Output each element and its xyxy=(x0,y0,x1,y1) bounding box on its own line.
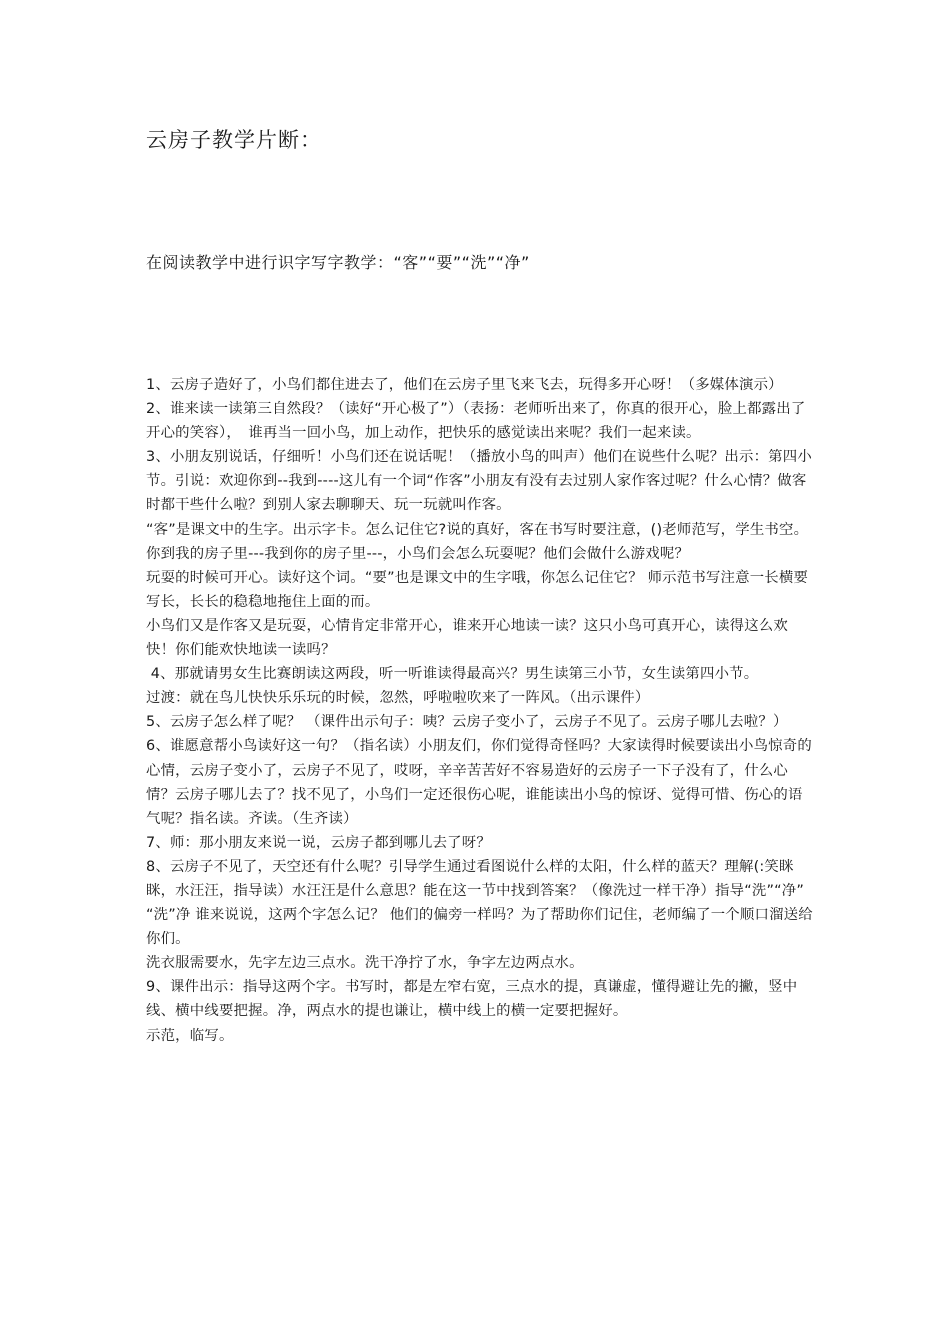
document-subtitle: 在阅读教学中进行识字写字教学：“客”“要”“洗”“净” xyxy=(146,253,530,272)
paragraph-16: 9、课件出示：指导这两个字。书写时，都是左窄右宽，三点水的提，真谦虚，懂得避让先的撇，竖中线、横中线要把握。净，两点水的提也谦让，横中线上的横一定要把握好。 xyxy=(146,979,798,1020)
paragraph-4: “客”是课文中的生字。出示字卡。怎么记住它?说的真好，客在书写时要注意，()老师范写，学生书空。 xyxy=(146,521,809,538)
paragraph-3: 3、小朋友别说话，仔细听！小鸟们还在说话呢！（播放小鸟的叫声）他们在说些什么呢？出示：第四小节。引说：欢迎你到--我到----这儿有一个词“作客”小朋友有没有去过别人家作客过呢？什么心情？做客时都干些什么啦？到别人家去聊聊天、玩一玩就叫作客。 xyxy=(146,449,812,514)
document-body xyxy=(146,373,816,1048)
paragraph-11: 6、谁愿意帮小鸟读好这一句？（指名读）小朋友们，你们觉得奇怪吗？大家读得时候要读出小鸟惊奇的心情，云房子变小了，云房子不见了，哎呀，辛辛苦苦好不容易造好的云房子一下子没有了，什么心情？云房子哪儿去了？找不见了，小鸟们一定还很伤心呢，谁能读出小鸟的惊讶、觉得可惜、伤心的语气呢？指名读。齐读。（生齐读） xyxy=(146,738,812,827)
paragraph-1: 1、云房子造好了，小鸟们都住进去了，他们在云房子里飞来飞去，玩得多开心呀！（多媒体演示） xyxy=(146,377,783,393)
paragraph-13: 8、云房子不见了，天空还有什么呢？引导学生通过看图说什么样的太阳，什么样的蓝天？理解(:笑眯眯，水汪汪，指导读）水汪汪是什么意思？能在这一节中找到答案？（像洗过一样干净）指导“洗”“净” xyxy=(146,858,805,899)
document-title: 云房子教学片断： xyxy=(146,128,322,152)
paragraph-5: 你到我的房子里---我到你的房子里---，小鸟们会怎么玩耍呢？他们会做什么游戏呢？ xyxy=(146,545,690,562)
paragraph-8: 4、那就请男女生比赛朗读这两段，听一听谁读得最高兴？男生读第三小节，女生读第四小节。 xyxy=(146,666,759,683)
paragraph-7: 小鸟们又是作客又是玩耍，心情肯定非常开心，谁来开心地读一读？这只小鸟可真开心，读得这么欢快！你们能欢快地读一读吗？ xyxy=(146,617,788,659)
paragraph-12: 7、师：那小朋友来说一说，云房子都到哪儿去了呀？ xyxy=(146,834,491,851)
paragraph-6: 玩耍的时候可开心。读好这个词。“要”也是课文中的生字哦，你怎么记住它？ 师示范书写注意一长横要写长，长长的稳稳地拖住上面的而。 xyxy=(146,569,809,610)
paragraph-9: 过渡：就在鸟儿快快乐乐玩的时候，忽然，呼啦啦吹来了一阵风。（出示课件） xyxy=(146,690,650,707)
paragraph-14: “洗”净 谁来说说，这两个字怎么记？ 他们的偏旁一样吗？为了帮助你们记住，老师编了一个顺口溜送给你们。 xyxy=(146,907,813,948)
paragraph-10: 5、云房子怎么样了呢？ （课件出示句子：咦？云房子变小了，云房子不见了。云房子哪儿去啦？） xyxy=(146,714,788,731)
paragraph-15: 洗衣服需要水，先字左边三点水。洗干净拧了水，争字左边两点水。 xyxy=(146,955,584,972)
paragraph-17: 示范，临写。 xyxy=(146,1027,234,1044)
paragraph-2: 2、谁来读一读第三自然段？（读好“开心极了”）（表扬：老师听出来了，你真的很开心，脸上都露出了开心的笑容）， 谁再当一回小鸟，加上动作，把快乐的感觉读出来呢？我们一起来读。 xyxy=(146,401,806,442)
